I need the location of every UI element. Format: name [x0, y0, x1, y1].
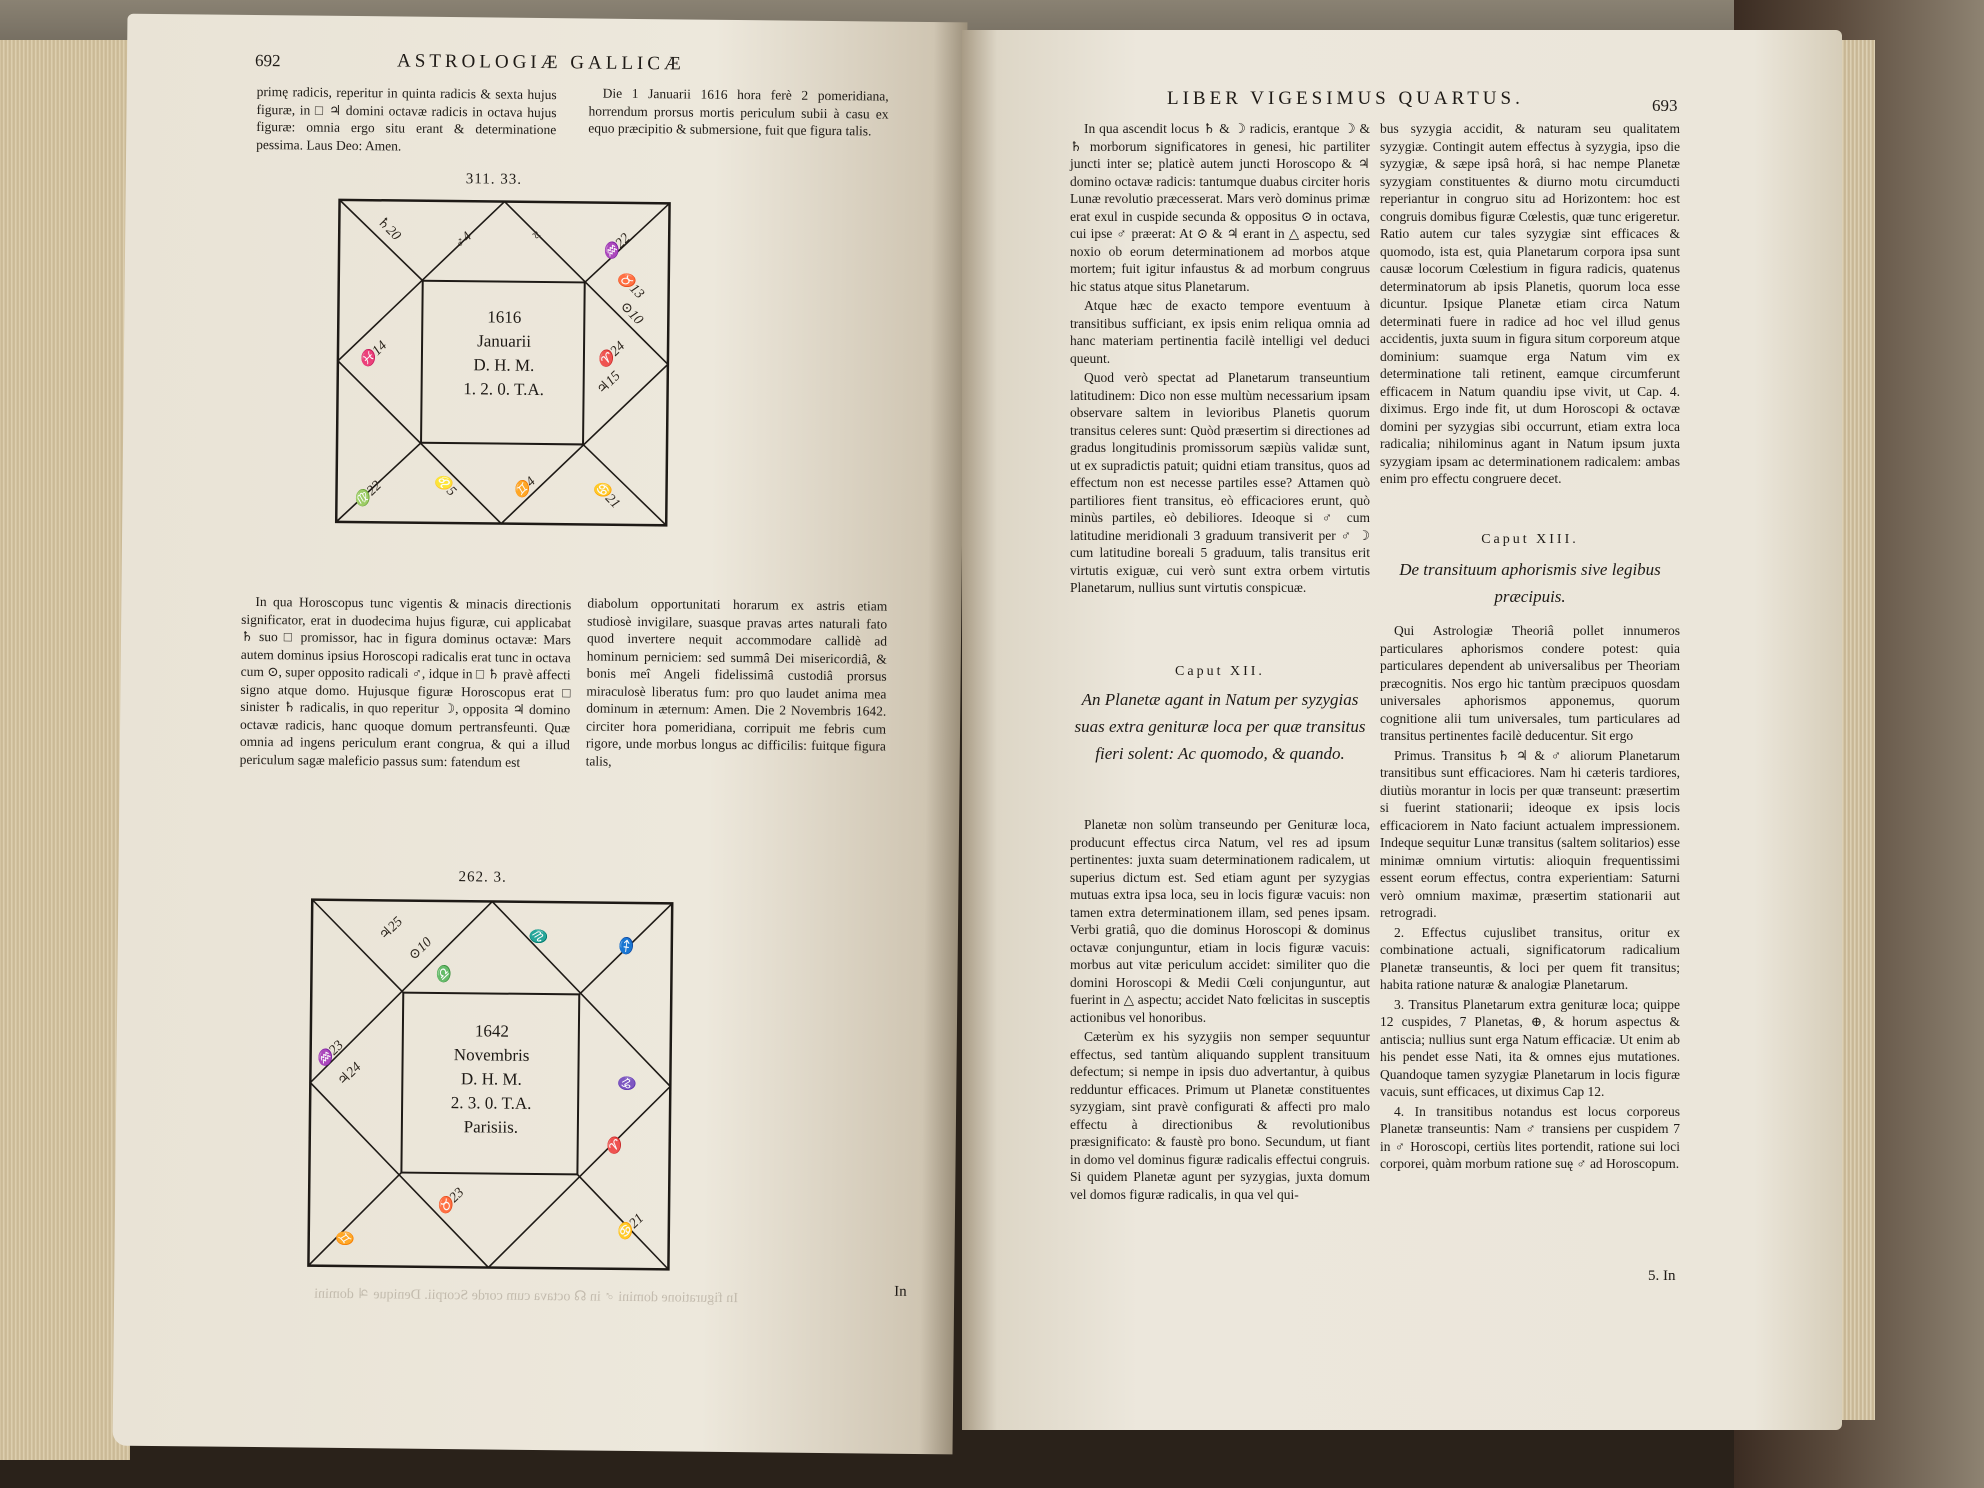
paragraph: Quod verò spectat ad Planetarum transeuntium latitudinem: Dico non esse multùm necessarium ipsam observare saltem in levioribus Planetis quorum transitus celeres sunt: Quòd præsertim si directiones ad gradus longitudinis promissorum sæpiùs validæ sunt, ut ex supradictis patuit; quidni etiam transitus, quos ad effectum non est necesse partiles esse? Attamen quò partiliores fient transitus, eò efficaciores erunt, quò minùs partiles, eò debiliores. Ideoque si ♂ cum latitudine meridionali 3 graduum transiverit per ♂ ☽ cum latitudine boreali 5 graduum, talis transitus erit virtutis exiguæ, cui verò sunt extra orbem virtutis Planetarum, nullius sunt virtutis conspicuæ.	[1070, 370, 1370, 595]
chart-number: 262. 3.	[458, 869, 507, 886]
house-label: ♈	[602, 1135, 626, 1159]
caput-13-title: De transituum aphorismis sive legibus præcipuis.	[1399, 560, 1661, 606]
chart-center-text	[423, 305, 584, 403]
running-head-right: LIBER VIGESIMUS QUARTUS.	[1167, 88, 1524, 109]
house-label: ⊙10	[406, 934, 436, 964]
house-label: ♉23	[434, 1185, 468, 1218]
chart-number: 311. 33.	[465, 171, 523, 188]
right-page	[962, 30, 1842, 1430]
house-label: ♒23	[313, 1037, 347, 1071]
house-label: ♍22	[351, 478, 385, 512]
bleed-through-text: In figuratione domini ♂ in ☊ octava cum corde Scorpii. Denique ♃ domini	[314, 1286, 739, 1307]
paragraph: Primus. Transitus ♄ ♃ & ♂ aliorum Planetarum transitibus sunt efficaciores. Nam hi cæteris tardiores, diutiùs morantur in locis per quæ transeunt: præsertim si fuerint stationarii; ideoque ex ipsis locis efficaciorem in Nato faciunt actualem impressionem. Indeque sequitur Lunæ transitus (saltem solitarios) esse minimæ omnium virtutis: alioquin frequentissimi essent eorum effectus, contra experientiam: Saturni verò omnium maximæ, præsertim stationarii aut retrogradi.	[1380, 747, 1680, 920]
page-number-left: 692	[254, 50, 281, 71]
paragraph: primę radicis, reperitur in quinta radicis & sexta hujus figuræ, in □ ♃ domini octavæ radicis in octava hujus figuræ: omnia ergo situ erant & determinatione pessima. Laus Deo: Amen.	[256, 83, 557, 154]
paragraph: 3. Transitus Planetarum extra genituræ loca; quippe 12 cuspides, 7 Planetas, ⊕, & horum aspectus & antiscia; nullius sunt erga Natum efficaciæ. Ut enim ab his pendet esse Nati, ita & omnes ejus mutationes. Quandoque tamen syzygiæ Planetarum in locis figuræ vacuis, sunt efficaces, ut diximus Cap 12.	[1380, 996, 1680, 1099]
house-label: ♃25	[376, 914, 406, 944]
chart-month: Novembris	[453, 1045, 530, 1065]
right-col2-lower	[1380, 622, 1680, 1175]
left-page	[113, 14, 968, 1455]
page-number-right: 693	[1652, 96, 1678, 115]
paragraph: bus syzygia accidit, & naturam seu qualitatem syzygiæ. Contingit autem effectus à syzygia, ipso die syzygiæ, & sæpe ipsâ horâ, si hac nempe Planetæ syzygiam constituentes & diurno motu circumducti reperiantur in congruo situ ad Horizontem: hoc est congruis domibus figuræ Cœlestis, quæ tunc erigeretur. Ratio autem cur tales syzygiæ sint efficaces & quomodo, ista est, quia Planetarum corpora ipsa sunt causæ locorum Cœlestium in figura radicis, quatenus determinatorum ab ipsis Planetis, quorum loca esse dicuntur. Ipsique Planetæ etiam circa Natum determinati fuere in radice ad hoc vel illud genus accidentis, juxta suum in figura situm corporeum atque dominium: suamque erga Natum vim ex determinatione tali retinent, eamque circumferunt efficacem in Natum quandiu ipse vivit, ut Cap. 4. diximus. Ergo inde fit, ut dum Horoscopi & octavæ domini per syzygias sibi occurrunt, etiam extra loca radicalia; nihilominus agant in Natum ipsum juxta syzygiam ipsam ac determinationem radicalem: ambas enim pro effectu congruere decet.	[1380, 121, 1680, 486]
house-label: ♒22	[600, 230, 634, 264]
chart-year: 1616	[487, 307, 522, 327]
house-label: ♃15	[594, 368, 624, 398]
book-page-edges-left	[0, 40, 130, 1460]
caput-12-title: An Planetæ agant in Natum per syzygias suas extra genituræ loca per quæ transitus fieri solent: Ac quomodo, & quando.	[1074, 690, 1366, 763]
house-label: ⊙10	[616, 298, 646, 328]
chart-time: 1. 2. 0. T.A.	[463, 379, 545, 400]
house-label: ≈	[527, 227, 544, 244]
house-label: ♃24	[334, 1059, 365, 1090]
house-label: ♊4	[510, 474, 539, 503]
house-label: ♎	[432, 964, 456, 987]
horoscope-chart-1642	[304, 869, 678, 1280]
caput-12-label: Caput XII.	[1175, 664, 1265, 679]
chart-year: 1642	[474, 1021, 509, 1041]
left-top-col2	[588, 84, 889, 142]
chart-center-text	[404, 1019, 579, 1141]
right-col1-lower	[1070, 816, 1370, 1205]
paragraph: Atque hæc de exacto tempore eventuum à transitibus sufficiant, ex ipsis enim reliqua omnia ad hanc materiam pertinentia facilè intelligi vel deduci queunt.	[1070, 298, 1370, 366]
paragraph: In qua Horoscopus tunc vigentis & minacis directionis significator, erat in duodecima hujus figuræ, cui applicabat ♄ suo □ promissor, hac in figura dominus octavæ: Mars autem dominus ipsius Horoscopi radicalis erat tunc in octava cum ⊙, super opposito radicali ♂, idque in □ ♄ pravè affecti signo atque domo. Hujusque figuræ Horoscopus erat □ sinister ♄ radicalis, in quo reperitur ☽, opposita ♃ domino octavæ radicis, hanc quoque domum pertransfeunti. Quæ omnia ad ingens periculum erant congrua, & qui a illud periculum sagæ maleficio passus sum: fatendum est	[239, 594, 572, 770]
chart-dhm: D. H. M.	[460, 1069, 522, 1089]
horoscope-chart-1616	[332, 171, 676, 540]
house-label: ♄20	[373, 214, 404, 244]
house-label: ♐	[615, 935, 638, 959]
chart-month: Januarii	[477, 331, 532, 351]
left-mid-col2	[586, 594, 888, 774]
caput-13-label: Caput XIII.	[1481, 532, 1579, 547]
paragraph: 4. In transitibus notandus est locus corporeus Planetæ transeuntis: Nam ♂ transiens per cuspidem 7 in ♂ Horoscopi, certiùs lites portendit, ratione sui loci corporei, quàm morbum ratione suę ♂ ad Horoscopum.	[1380, 1103, 1680, 1171]
house-label: ♈24	[595, 338, 629, 372]
house-label: ♂4	[452, 229, 476, 253]
house-label: ♓14	[357, 338, 391, 372]
chart-place: Parisiis.	[463, 1117, 519, 1137]
paragraph: diabolum opportunitati horarum ex astris etiam studiosè invigilare, suasque pravas artes naturali fato quod invertere nequit accommodare callidè ad hominum perniciem: sed summâ Dei misericordiâ, & bonis meî Angeli fidelissimâ custodiâ prorsus miraculosè liberatus fum: pro quo laudet anima mea dominum in æternum: Amen. Die 2 Novembris 1642. circiter hora pomeridiana, corripuit me febris cum rigore, unde morbus longus ac difficilis: fuitque figura talis,	[585, 595, 888, 769]
catchword-left: In	[894, 1283, 907, 1300]
house-label: ♏	[525, 924, 549, 948]
running-head-left: ASTROLOGIÆ GALLICÆ	[396, 50, 685, 75]
catchword-right: 5. In	[1648, 1268, 1676, 1284]
paragraph: Planetæ non solùm transeundo per Genituræ loca, producunt effectus circa Natum, vel res ad ipsum pertinentes: juxta suam determinationem radicalem, ut superius dictum est. Sed etiam agunt per syzygias mutuas extra ipsa loca, seu in locis figuræ vacuis: non tamen extra determinationem illam, sed penes ipsam. Verbi gratiâ, quo die dominus Horoscopi & dominus octavæ conjunguntur, etiam in locis figuræ vacuis: morbus aut vitæ periculum accidet: similiter quo die domini Horoscopi & Medii Cœli conjunguntur, aut fuerint in △ aspectu; accidet Nato fœlicitas in susceptis actionibus vel honoribus.	[1070, 817, 1370, 1025]
paragraph: In qua ascendit locus ♄ & ☽ radicis, erantque ☽ & ♄ morborum significatores in genesi, hic partiliter juncti inter se; platicè autem juncti Horoscopo & ♃ domino octavæ radicis: tantumque duabus circiter horis Lunæ revolutio præcesserat. Mars verò dominus primæ erat exul in cuspide secunda & oppositus ⊙ in octava, cui ipse ♂ præerat: At ⊙ & ♃ erant in △ aspectu, sed noxio ob eorum determinationem ad morbos atque mortem; fuit igitur infaustus & ad morbum congruus hic status atque situs Planetarum.	[1070, 121, 1370, 294]
chart-dhm: D. H. M.	[473, 355, 535, 375]
chart-time: 2. 3. 0. T.A.	[450, 1093, 532, 1113]
right-col2-upper	[1380, 120, 1680, 490]
house-label: ♋21	[589, 478, 623, 512]
house-label: ♋21	[614, 1211, 648, 1244]
paragraph: Qui Astrologiæ Theoriâ pollet innumeros particulares aphorismos condere potest: quia particulares dependent ab universalibus per Theoriam præcognitis. Nos ergo hic tantùm præcipuos quosdam universales aphorismos apponemus, quorum cognitione alii tum universales, tum particulares ad transitus pertinentes facilè deducentur. Sit ergo	[1380, 623, 1680, 743]
house-label: ♊	[331, 1226, 355, 1250]
paragraph: Cæterùm ex his syzygiis non semper sequuntur effectus, sed tantùm aliquando supplent transituum defectum; si nempe in ipsis duo advertantur, à quibus redduntur efficaces. Primum ut Planetæ constituentes syzygiam, sint pravè configurati & affecti pro malo effectu à directionibus & revolutionibus præsignificato: & faustè pro bono. Secundum, ut fiant in domo vel dominus figuræ radicalis effectui congruis. Si quidem Planetæ agunt per syzygias, juxta domum vel domos figuræ radicalis, in qua vel qui-	[1070, 1029, 1370, 1202]
house-label: ♑	[613, 1071, 637, 1095]
right-col1-upper	[1070, 120, 1370, 599]
house-label: ♌5	[430, 471, 459, 500]
house-label: ♉13	[614, 268, 647, 302]
left-top-col1	[256, 83, 557, 158]
paragraph: Die 1 Januarii 1616 hora ferè 2 pomeridiana, horrendum prorsus mortis periculum subii à casu ex equo præcipitio & submersione, fuit que figura talis.	[588, 85, 889, 139]
paragraph: 2. Effectus cujuslibet transitus, oritur ex combinatione actuali, significatorum radicalium Planetæ transeuntis, & loci per quem fit transitus; habita ratione naturæ & analogiæ Planetarum.	[1380, 924, 1680, 992]
left-mid-col1	[240, 593, 572, 773]
